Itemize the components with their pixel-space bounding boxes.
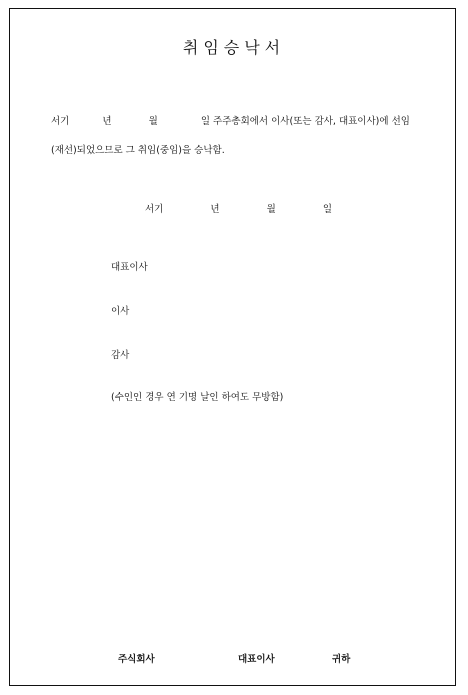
era-label: 서기 (51, 116, 70, 127)
footer-ceo: 대표이사 (238, 654, 275, 665)
date-month: 월 (266, 204, 276, 215)
acceptance-statement-line-2: (재선)되었으므로 그 취임(중임)을 승낙함. (51, 145, 225, 156)
date-line (145, 201, 332, 215)
day-label: 일 (200, 116, 211, 127)
month-label: 월 (148, 116, 158, 127)
date-era: 서기 (145, 204, 164, 215)
signatory-ceo: 대표이사 (111, 262, 148, 273)
signatory-auditor: 감사 (111, 350, 130, 361)
signatory-note: (수인인 경우 연 기명 날인 하여도 무방함) (111, 392, 284, 403)
statement-text: 주주총회에서 이사(또는 감사, 대표이사)에 선임 (213, 116, 410, 127)
footer-company: 주식회사 (118, 654, 155, 665)
year-label: 년 (102, 116, 112, 127)
date-year: 년 (210, 204, 220, 215)
date-day: 일 (322, 204, 333, 215)
acceptance-statement-line-1 (51, 113, 410, 127)
signatory-director: 이사 (111, 306, 130, 317)
document-title: 취임승낙서 (182, 38, 286, 57)
footer-addressee: 귀하 (332, 654, 351, 665)
document-frame (9, 8, 456, 686)
